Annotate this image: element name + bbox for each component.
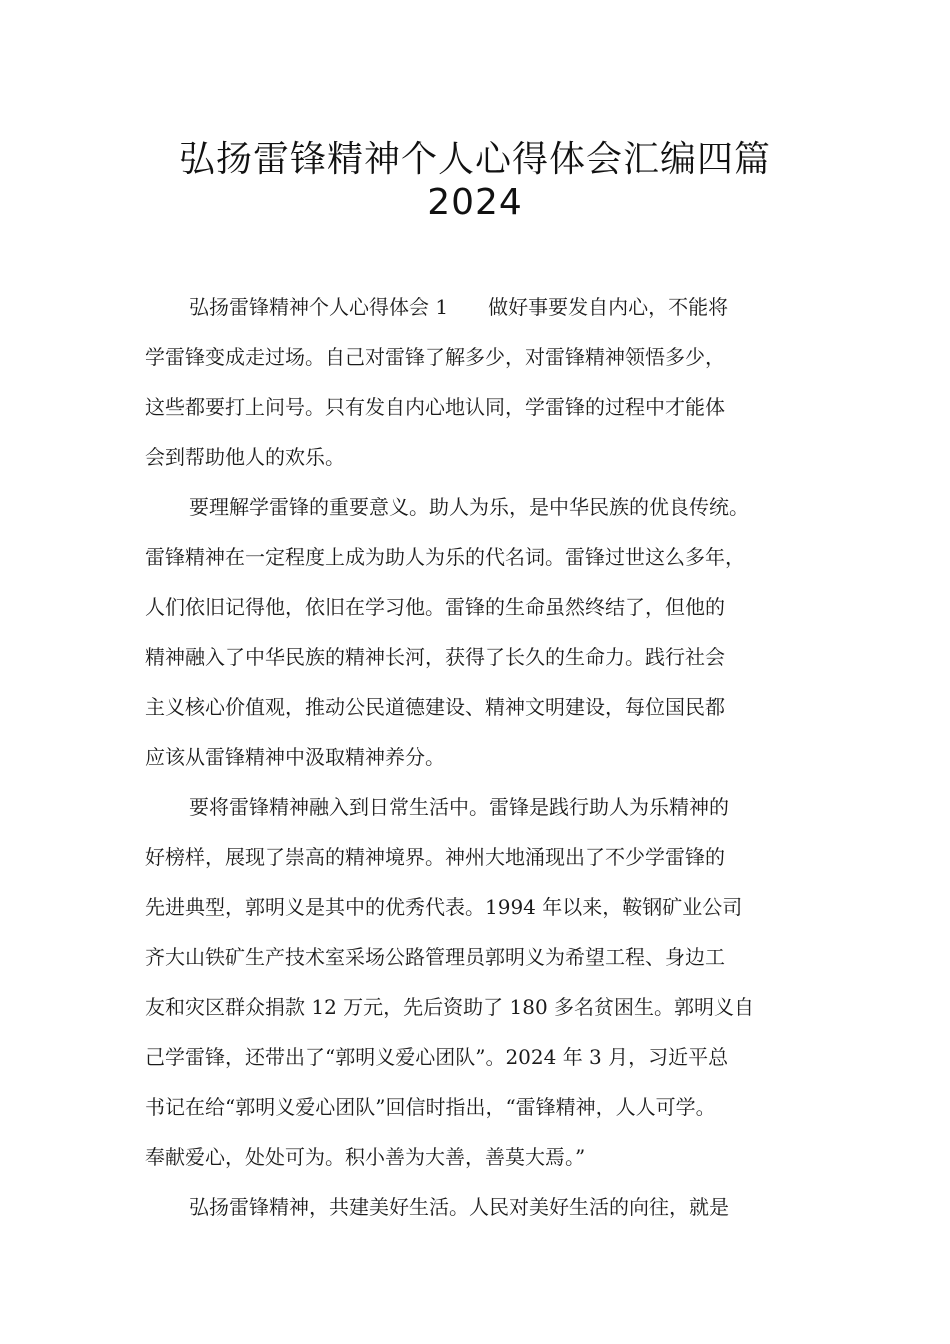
paragraph-3-line-4: 齐大山铁矿生产技术室采场公路管理员郭明义为希望工程、身边工 — [145, 945, 725, 969]
paragraph-3-line-6: 己学雷锋，还带出了“郭明义爱心团队”。2024 年 3 月，习近平总 — [145, 1045, 729, 1069]
paragraph-1-line-2: 学雷锋变成走过场。自己对雷锋了解多少，对雷锋精神领悟多少， — [145, 345, 725, 369]
document-title-year: 2024 — [427, 182, 523, 223]
paragraph-2-line-5: 主义核心价值观，推动公民道德建设、精神文明建设，每位国民都 — [145, 695, 725, 719]
paragraph-3-line-2: 好榜样，展现了崇高的精神境界。神州大地涌现出了不少学雷锋的 — [145, 845, 725, 869]
paragraph-2-line-2: 雷锋精神在一定程度上成为助人为乐的代名词。雷锋过世这么多年， — [145, 545, 745, 569]
paragraph-2-line-6: 应该从雷锋精神中汲取精神养分。 — [145, 745, 445, 769]
paragraph-1-line-3: 这些都要打上问号。只有发自内心地认同，学雷锋的过程中才能体 — [145, 395, 725, 419]
paragraph-1-line-4: 会到帮助他人的欢乐。 — [145, 445, 345, 469]
paragraph-1-line-1: 弘扬雷锋精神个人心得体会 1 做好事要发自内心，不能将 — [189, 295, 729, 319]
paragraph-3-line-1: 要将雷锋精神融入到日常生活中。雷锋是践行助人为乐精神的 — [189, 795, 729, 819]
paragraph-3-line-8: 奉献爱心，处处可为。积小善为大善，善莫大焉。” — [145, 1145, 586, 1169]
document-body — [145, 282, 817, 1232]
paragraph-3-line-5: 友和灾区群众捐款 12 万元，先后资助了 180 多名贫困生。郭明义自 — [145, 995, 755, 1019]
paragraph-2-line-3: 人们依旧记得他，依旧在学习他。雷锋的生命虽然终结了，但他的 — [145, 595, 725, 619]
paragraph-4-line-1: 弘扬雷锋精神，共建美好生活。人民对美好生活的向往，就是 — [189, 1195, 729, 1219]
paragraph-3-line-3: 先进典型，郭明义是其中的优秀代表。1994 年以来，鞍钢矿业公司 — [145, 895, 743, 919]
paragraph-2-line-4: 精神融入了中华民族的精神长河，获得了长久的生命力。践行社会 — [145, 645, 725, 669]
paragraph-3-line-7: 书记在给“郭明义爱心团队”回信时指出，“雷锋精神，人人可学。 — [145, 1095, 716, 1119]
paragraph-2-line-1: 要理解学雷锋的重要意义。助人为乐，是中华民族的优良传统。 — [189, 495, 749, 519]
document-title: 弘扬雷锋精神个人心得体会汇编四篇 — [178, 139, 771, 180]
